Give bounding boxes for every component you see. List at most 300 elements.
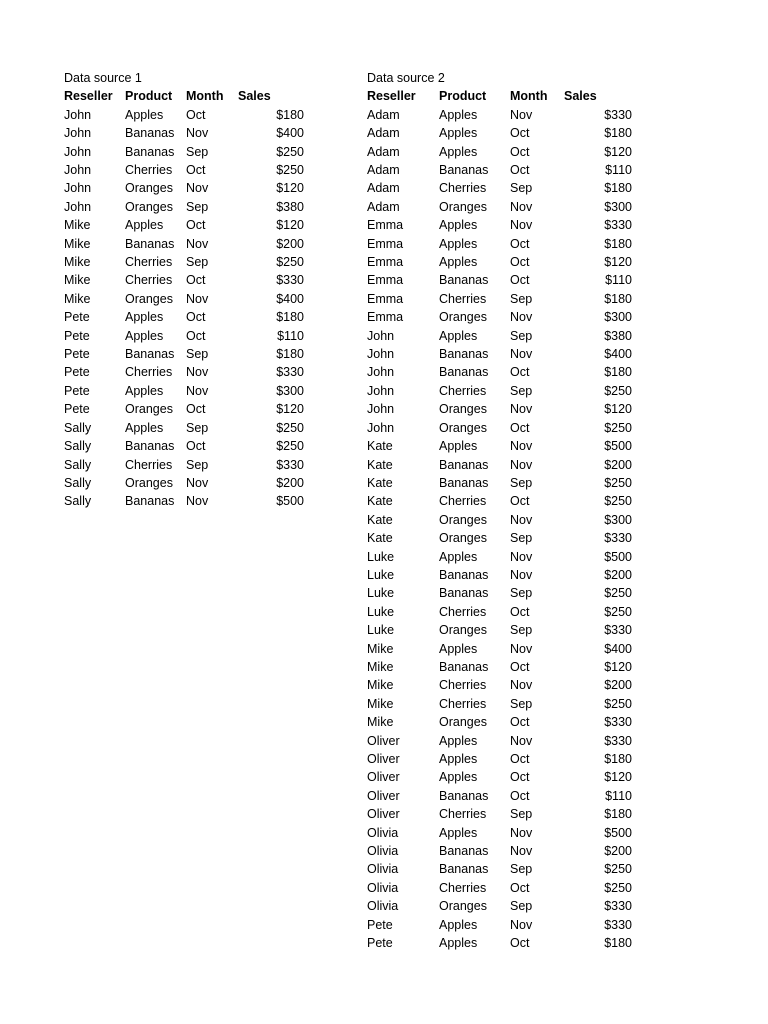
column-header-reseller: Reseller xyxy=(64,89,113,104)
table-row xyxy=(367,474,632,492)
table-row xyxy=(64,308,304,326)
sales-cell: $110 xyxy=(605,788,632,803)
reseller-cell: Oliver xyxy=(367,733,400,748)
reseller-cell: Kate xyxy=(367,494,393,509)
month-cell: Nov xyxy=(186,126,209,141)
product-cell: Oranges xyxy=(439,899,487,914)
table-row xyxy=(367,271,632,289)
table-row xyxy=(367,400,632,418)
sales-cell: $500 xyxy=(604,439,632,454)
product-cell: Oranges xyxy=(439,199,487,214)
product-cell: Bananas xyxy=(439,844,489,859)
product-cell: Apples xyxy=(125,383,164,398)
header-row xyxy=(367,87,632,105)
month-cell: Nov xyxy=(510,825,533,840)
sales-cell: $300 xyxy=(604,199,632,214)
sales-cell: $250 xyxy=(604,862,632,877)
product-cell: Bananas xyxy=(125,236,175,251)
table-row xyxy=(64,106,304,124)
month-cell: Oct xyxy=(510,604,530,619)
table-row xyxy=(367,419,632,437)
table-row xyxy=(64,327,304,345)
month-cell: Nov xyxy=(510,678,533,693)
month-cell: Oct xyxy=(510,752,530,767)
sales-cell: $330 xyxy=(604,531,632,546)
table-row xyxy=(367,584,632,602)
product-cell: Apples xyxy=(439,107,478,122)
reseller-cell: Sally xyxy=(64,457,92,472)
product-cell: Bananas xyxy=(439,347,489,362)
month-cell: Oct xyxy=(510,126,530,141)
reseller-cell: Luke xyxy=(367,549,395,564)
month-cell: Nov xyxy=(510,107,533,122)
table-row xyxy=(367,750,632,768)
product-cell: Apples xyxy=(439,236,478,251)
table-row xyxy=(367,161,632,179)
product-cell: Bananas xyxy=(125,494,175,509)
sales-cell: $110 xyxy=(605,273,632,288)
product-cell: Bananas xyxy=(125,439,175,454)
sales-cell: $500 xyxy=(604,549,632,564)
reseller-cell: Emma xyxy=(367,236,404,251)
reseller-cell: Kate xyxy=(367,439,393,454)
reseller-cell: Oliver xyxy=(367,807,400,822)
product-cell: Apples xyxy=(439,439,478,454)
month-cell: Oct xyxy=(186,328,206,343)
month-cell: Oct xyxy=(510,273,530,288)
month-cell: Oct xyxy=(510,236,530,251)
column-header-product: Product xyxy=(125,89,173,104)
reseller-cell: John xyxy=(64,163,92,178)
table-row xyxy=(367,824,632,842)
reseller-cell: Mike xyxy=(367,715,394,730)
sales-cell: $330 xyxy=(276,365,304,380)
sales-cell: $120 xyxy=(604,770,632,785)
product-cell: Apples xyxy=(439,641,478,656)
product-cell: Bananas xyxy=(439,659,489,674)
month-cell: Nov xyxy=(510,641,533,656)
table-row xyxy=(367,106,632,124)
sales-cell: $330 xyxy=(604,623,632,638)
reseller-cell: Luke xyxy=(367,604,395,619)
month-cell: Oct xyxy=(186,218,206,233)
table-row xyxy=(64,363,304,381)
month-cell: Sep xyxy=(510,328,533,343)
reseller-cell: John xyxy=(367,383,395,398)
month-cell: Sep xyxy=(510,862,533,877)
product-cell: Oranges xyxy=(125,181,173,196)
product-cell: Apples xyxy=(439,126,478,141)
sales-cell: $250 xyxy=(604,604,632,619)
sales-cell: $330 xyxy=(604,715,632,730)
month-cell: Oct xyxy=(510,365,530,380)
reseller-cell: John xyxy=(64,199,92,214)
table-row xyxy=(367,363,632,381)
reseller-cell: Adam xyxy=(367,199,400,214)
reseller-cell: Pete xyxy=(64,365,90,380)
sales-cell: $250 xyxy=(604,383,632,398)
data-source-2 xyxy=(367,69,632,952)
reseller-cell: Mike xyxy=(367,678,394,693)
reseller-cell: Emma xyxy=(367,255,404,270)
reseller-cell: Olivia xyxy=(367,899,399,914)
table-row xyxy=(367,456,632,474)
sales-cell: $180 xyxy=(604,126,632,141)
month-cell: Nov xyxy=(510,439,533,454)
table-row xyxy=(367,253,632,271)
reseller-cell: Pete xyxy=(64,328,90,343)
table-row xyxy=(367,879,632,897)
table-row xyxy=(64,216,304,234)
table-row xyxy=(367,308,632,326)
table-row xyxy=(367,676,632,694)
reseller-cell: Sally xyxy=(64,494,92,509)
header-row xyxy=(64,87,304,105)
product-cell: Cherries xyxy=(439,696,487,711)
table-row xyxy=(367,658,632,676)
product-cell: Cherries xyxy=(439,181,487,196)
reseller-cell: Mike xyxy=(367,641,394,656)
month-cell: Nov xyxy=(510,310,533,325)
table-row xyxy=(64,290,304,308)
month-cell: Sep xyxy=(510,586,533,601)
sales-cell: $330 xyxy=(604,899,632,914)
table-row xyxy=(367,713,632,731)
table-row xyxy=(367,235,632,253)
month-cell: Nov xyxy=(510,549,533,564)
reseller-cell: Emma xyxy=(367,310,404,325)
sales-cell: $250 xyxy=(276,163,304,178)
reseller-cell: John xyxy=(64,126,92,141)
month-cell: Oct xyxy=(510,715,530,730)
sales-cell: $400 xyxy=(604,347,632,362)
table-row xyxy=(367,437,632,455)
sales-cell: $120 xyxy=(276,218,304,233)
product-cell: Apples xyxy=(125,107,164,122)
reseller-cell: Olivia xyxy=(367,862,399,877)
table-row xyxy=(367,916,632,934)
sales-cell: $110 xyxy=(605,163,632,178)
product-cell: Apples xyxy=(439,752,478,767)
month-cell: Nov xyxy=(510,733,533,748)
product-cell: Oranges xyxy=(439,310,487,325)
product-cell: Apples xyxy=(439,144,478,159)
month-cell: Nov xyxy=(510,844,533,859)
table-row xyxy=(64,271,304,289)
reseller-cell: Pete xyxy=(64,383,90,398)
month-cell: Nov xyxy=(186,291,209,306)
product-cell: Apples xyxy=(439,549,478,564)
product-cell: Apples xyxy=(439,770,478,785)
sales-cell: $180 xyxy=(604,752,632,767)
sales-cell: $180 xyxy=(276,347,304,362)
table-row xyxy=(367,198,632,216)
table-row xyxy=(64,161,304,179)
data-source-1 xyxy=(64,69,304,511)
product-cell: Apples xyxy=(125,420,164,435)
table-row xyxy=(64,198,304,216)
reseller-cell: John xyxy=(64,107,92,122)
product-cell: Apples xyxy=(439,936,478,951)
sales-cell: $200 xyxy=(604,678,632,693)
month-cell: Oct xyxy=(186,439,206,454)
product-cell: Cherries xyxy=(125,365,173,380)
month-cell: Oct xyxy=(510,770,530,785)
table-row xyxy=(64,492,304,510)
table-row xyxy=(64,419,304,437)
reseller-cell: Luke xyxy=(367,567,395,582)
product-cell: Cherries xyxy=(125,255,173,270)
reseller-cell: Sally xyxy=(64,439,92,454)
month-cell: Oct xyxy=(510,788,530,803)
column-header-sales: Sales xyxy=(238,89,271,104)
table-row xyxy=(64,382,304,400)
sales-cell: $180 xyxy=(276,107,304,122)
reseller-cell: Mike xyxy=(64,291,91,306)
reseller-cell: Adam xyxy=(367,126,400,141)
table-row xyxy=(367,768,632,786)
month-cell: Sep xyxy=(186,144,209,159)
month-cell: Oct xyxy=(510,163,530,178)
month-cell: Oct xyxy=(186,163,206,178)
table-row xyxy=(64,345,304,363)
reseller-cell: Olivia xyxy=(367,825,399,840)
sales-cell: $200 xyxy=(276,236,304,251)
table-row xyxy=(367,732,632,750)
product-cell: Bananas xyxy=(439,273,489,288)
product-cell: Apples xyxy=(125,328,164,343)
sales-cell: $180 xyxy=(276,310,304,325)
product-cell: Bananas xyxy=(439,567,489,582)
product-cell: Apples xyxy=(439,825,478,840)
source-title: Data source 1 xyxy=(64,71,142,85)
product-cell: Oranges xyxy=(125,475,173,490)
month-cell: Sep xyxy=(510,291,533,306)
product-cell: Cherries xyxy=(125,273,173,288)
sales-cell: $250 xyxy=(276,439,304,454)
table-row xyxy=(367,621,632,639)
sales-cell: $120 xyxy=(604,255,632,270)
month-cell: Oct xyxy=(510,420,530,435)
source-title: Data source 2 xyxy=(367,71,445,85)
table-row xyxy=(64,474,304,492)
product-cell: Oranges xyxy=(439,512,487,527)
reseller-cell: Olivia xyxy=(367,880,399,895)
product-cell: Bananas xyxy=(125,126,175,141)
sales-cell: $380 xyxy=(276,199,304,214)
month-cell: Oct xyxy=(510,494,530,509)
column-header-sales: Sales xyxy=(564,89,597,104)
month-cell: Sep xyxy=(510,531,533,546)
reseller-cell: Mike xyxy=(64,255,91,270)
reseller-cell: Mike xyxy=(367,696,394,711)
table-row xyxy=(64,124,304,142)
product-cell: Bananas xyxy=(439,475,489,490)
sales-cell: $110 xyxy=(277,328,304,343)
table-row xyxy=(367,216,632,234)
table-row xyxy=(367,143,632,161)
sales-cell: $180 xyxy=(604,807,632,822)
reseller-cell: John xyxy=(367,402,395,417)
reseller-cell: Pete xyxy=(367,936,393,951)
month-cell: Oct xyxy=(186,310,206,325)
month-cell: Oct xyxy=(510,255,530,270)
sales-cell: $180 xyxy=(604,291,632,306)
month-cell: Sep xyxy=(510,807,533,822)
product-cell: Oranges xyxy=(439,420,487,435)
product-cell: Cherries xyxy=(439,291,487,306)
table-row xyxy=(367,290,632,308)
reseller-cell: Luke xyxy=(367,623,395,638)
reseller-cell: Mike xyxy=(367,659,394,674)
month-cell: Nov xyxy=(510,402,533,417)
reseller-cell: Emma xyxy=(367,218,404,233)
sales-cell: $120 xyxy=(276,402,304,417)
sales-cell: $330 xyxy=(276,273,304,288)
sales-cell: $330 xyxy=(604,107,632,122)
sales-cell: $400 xyxy=(276,126,304,141)
table-row xyxy=(367,492,632,510)
product-cell: Bananas xyxy=(439,788,489,803)
product-cell: Oranges xyxy=(125,199,173,214)
reseller-cell: Pete xyxy=(64,347,90,362)
month-cell: Sep xyxy=(186,420,209,435)
product-cell: Cherries xyxy=(439,880,487,895)
sales-cell: $250 xyxy=(604,696,632,711)
reseller-cell: John xyxy=(367,420,395,435)
table-row xyxy=(367,695,632,713)
product-cell: Bananas xyxy=(439,163,489,178)
reseller-cell: Pete xyxy=(64,310,90,325)
table-row xyxy=(367,640,632,658)
reseller-cell: Mike xyxy=(64,273,91,288)
month-cell: Nov xyxy=(186,236,209,251)
sales-cell: $500 xyxy=(276,494,304,509)
product-cell: Cherries xyxy=(125,163,173,178)
product-cell: Bananas xyxy=(125,347,175,362)
product-cell: Bananas xyxy=(439,586,489,601)
month-cell: Sep xyxy=(510,475,533,490)
table-row xyxy=(367,897,632,915)
sales-cell: $200 xyxy=(604,844,632,859)
table-row xyxy=(64,253,304,271)
table-row xyxy=(367,382,632,400)
month-cell: Sep xyxy=(510,623,533,638)
reseller-cell: Adam xyxy=(367,144,400,159)
month-cell: Oct xyxy=(510,659,530,674)
month-cell: Sep xyxy=(510,181,533,196)
sales-cell: $400 xyxy=(604,641,632,656)
reseller-cell: Luke xyxy=(367,586,395,601)
reseller-cell: Mike xyxy=(64,218,91,233)
data-table xyxy=(64,87,304,510)
product-cell: Cherries xyxy=(439,807,487,822)
table-row xyxy=(367,566,632,584)
product-cell: Apples xyxy=(125,218,164,233)
table-row xyxy=(367,934,632,952)
product-cell: Bananas xyxy=(439,862,489,877)
product-cell: Oranges xyxy=(439,402,487,417)
table-row xyxy=(64,179,304,197)
sales-cell: $180 xyxy=(604,936,632,951)
month-cell: Sep xyxy=(510,696,533,711)
sales-cell: $500 xyxy=(604,825,632,840)
table-row xyxy=(64,437,304,455)
month-cell: Nov xyxy=(186,383,209,398)
sales-cell: $330 xyxy=(276,457,304,472)
reseller-cell: Pete xyxy=(64,402,90,417)
product-cell: Apples xyxy=(439,733,478,748)
table-row xyxy=(367,860,632,878)
reseller-cell: Sally xyxy=(64,420,92,435)
month-cell: Nov xyxy=(510,512,533,527)
sales-cell: $330 xyxy=(604,733,632,748)
month-cell: Sep xyxy=(186,347,209,362)
product-cell: Apples xyxy=(439,255,478,270)
reseller-cell: Pete xyxy=(367,917,393,932)
sales-cell: $250 xyxy=(604,475,632,490)
reseller-cell: Emma xyxy=(367,273,404,288)
sales-cell: $250 xyxy=(276,420,304,435)
table-row xyxy=(367,511,632,529)
sales-cell: $300 xyxy=(604,512,632,527)
product-cell: Apples xyxy=(439,218,478,233)
sales-cell: $120 xyxy=(604,144,632,159)
reseller-cell: Kate xyxy=(367,512,393,527)
reseller-cell: Oliver xyxy=(367,770,400,785)
sales-cell: $250 xyxy=(604,586,632,601)
month-cell: Nov xyxy=(510,218,533,233)
table-row xyxy=(367,327,632,345)
month-cell: Oct xyxy=(510,144,530,159)
sales-cell: $180 xyxy=(604,236,632,251)
sales-cell: $330 xyxy=(604,218,632,233)
sales-cell: $250 xyxy=(604,420,632,435)
month-cell: Nov xyxy=(510,567,533,582)
product-cell: Cherries xyxy=(439,604,487,619)
product-cell: Cherries xyxy=(439,678,487,693)
sales-cell: $300 xyxy=(276,383,304,398)
reseller-cell: Sally xyxy=(64,475,92,490)
month-cell: Nov xyxy=(510,457,533,472)
sales-cell: $400 xyxy=(276,291,304,306)
month-cell: Oct xyxy=(186,273,206,288)
sales-cell: $330 xyxy=(604,917,632,932)
sales-cell: $180 xyxy=(604,365,632,380)
reseller-cell: Adam xyxy=(367,163,400,178)
product-cell: Cherries xyxy=(125,457,173,472)
reseller-cell: John xyxy=(367,365,395,380)
sales-cell: $200 xyxy=(276,475,304,490)
table-row xyxy=(367,787,632,805)
product-cell: Oranges xyxy=(125,402,173,417)
product-cell: Cherries xyxy=(439,383,487,398)
product-cell: Cherries xyxy=(439,494,487,509)
product-cell: Apples xyxy=(439,328,478,343)
product-cell: Apples xyxy=(125,310,164,325)
reseller-cell: Emma xyxy=(367,291,404,306)
table-row xyxy=(64,235,304,253)
sales-cell: $120 xyxy=(604,659,632,674)
reseller-cell: John xyxy=(64,181,92,196)
reseller-cell: Oliver xyxy=(367,752,400,767)
table-row xyxy=(367,805,632,823)
reseller-cell: John xyxy=(367,347,395,362)
product-cell: Oranges xyxy=(439,715,487,730)
month-cell: Nov xyxy=(510,917,533,932)
sales-cell: $120 xyxy=(604,402,632,417)
table-row xyxy=(367,179,632,197)
